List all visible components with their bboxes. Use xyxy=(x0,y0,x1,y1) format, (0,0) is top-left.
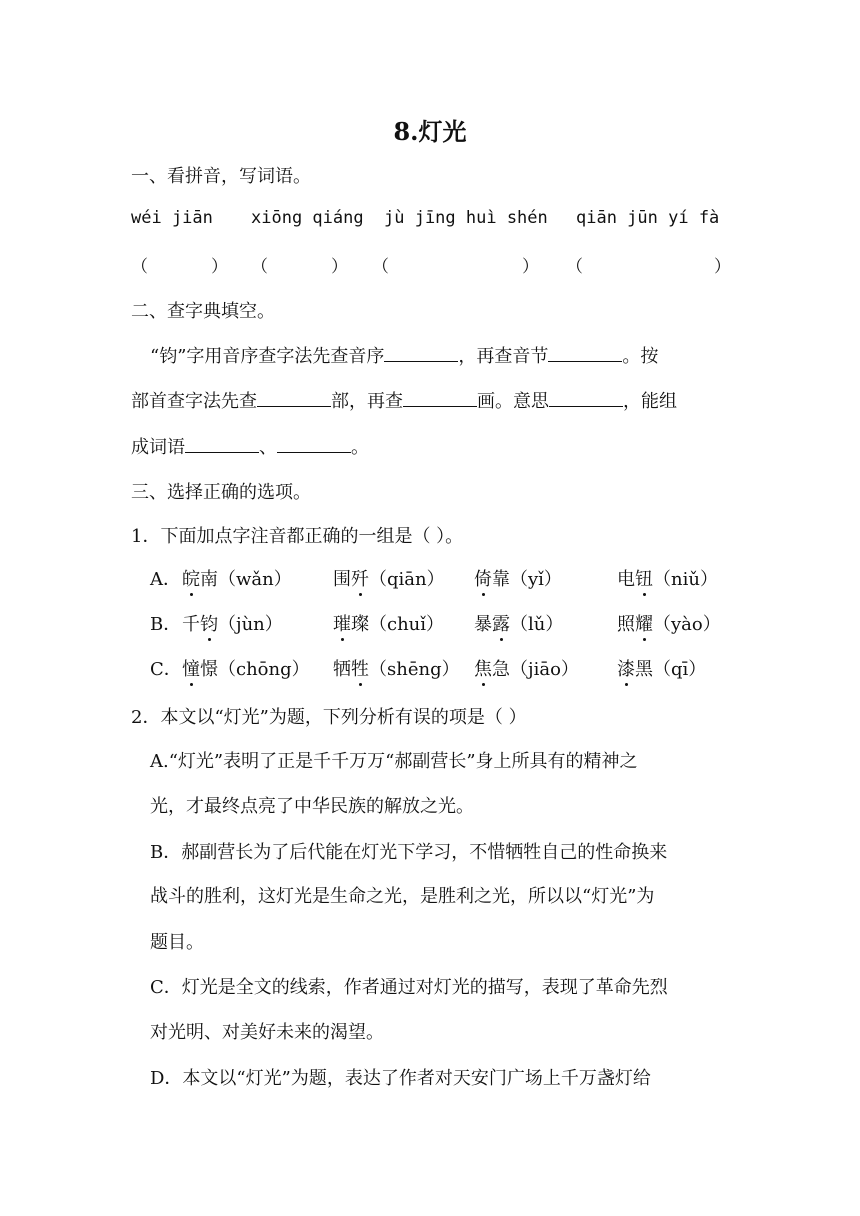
fill-blank[interactable] xyxy=(185,434,259,453)
q1-option-c-3: 焦急（jiāo） xyxy=(474,655,579,681)
q1-option-c-1: 憧憬（chōng） xyxy=(182,655,310,681)
fill-blank[interactable] xyxy=(257,388,331,407)
pinyin-4: qiān jūn yí fà xyxy=(576,208,720,228)
q2-option-a-line-1[interactable]: A.“灯光”表明了正是千千万万“郝副营长”身上所具有的精神之 xyxy=(150,751,638,772)
pinyin-3: jù jīng huì shén xyxy=(384,208,548,228)
q1-option-c-2: 牺牲（shēng） xyxy=(333,655,460,681)
q2-option-b-line-2: 战斗的胜利，这灯光是生命之光，是胜利之光，所以以“灯光”为 xyxy=(150,886,655,907)
q2-option-d-line-1[interactable]: D．本文以“灯光”为题，表达了作者对天安门广场上千万盏灯给 xyxy=(150,1068,651,1089)
q2-option-c-line-1[interactable]: C．灯光是全文的线索，作者通过对灯光的描写，表现了革命先烈 xyxy=(150,977,668,998)
q1-option-c-label[interactable]: C． xyxy=(150,659,182,680)
fill-blank[interactable] xyxy=(384,343,458,362)
q1-option-c-4: 漆黑（qī） xyxy=(617,655,706,681)
section-2-heading: 二、查字典填空。 xyxy=(131,301,275,322)
section-3-heading: 三、选择正确的选项。 xyxy=(131,482,311,503)
dictionary-line-1: “钧”字用音序查字法先查音序 ，再查音节 。按 xyxy=(150,342,658,368)
fill-blank[interactable] xyxy=(548,343,622,362)
q1-option-b-2: 璀璨（chuǐ） xyxy=(333,610,444,636)
q1-option-a-label[interactable]: A． xyxy=(150,569,181,590)
fill-blank[interactable] xyxy=(549,388,623,407)
q2-option-a-line-2: 光，才最终点亮了中华民族的解放之光。 xyxy=(150,796,474,817)
fill-blank[interactable] xyxy=(277,434,351,453)
dictionary-line-3: 成词语 、 。 xyxy=(131,433,369,459)
q1-option-b-label[interactable]: B． xyxy=(150,614,182,635)
pinyin-1: wéi jiān xyxy=(131,208,213,228)
q1-option-b-1: 千钧（jùn） xyxy=(182,610,283,636)
page-title: 8.灯光 xyxy=(393,117,467,146)
pinyin-2: xiōng qiáng xyxy=(251,208,364,228)
section-1-heading: 一、看拼音，写词语。 xyxy=(131,166,311,187)
q1-option-b-4: 照耀（yào） xyxy=(617,610,721,636)
fill-blank[interactable] xyxy=(403,388,477,407)
question-2-stem: 2．本文以“灯光”为题，下列分析有误的项是（ ） xyxy=(131,707,527,728)
q1-option-a-4: 电钮（niǔ） xyxy=(617,565,718,591)
q1-option-b-3: 暴露（lǔ） xyxy=(474,610,563,636)
q1-option-a-2: 围歼（qiān） xyxy=(333,565,445,591)
question-1-stem: 1．下面加点字注音都正确的一组是（ ）。 xyxy=(131,526,464,547)
dictionary-line-2: 部首查字法先查 部，再查 画。意思 ，能组 xyxy=(131,387,677,413)
q2-option-b-line-3: 题目。 xyxy=(150,932,204,953)
q1-option-a-1: 皖南（wǎn） xyxy=(182,565,292,591)
q2-option-c-line-2: 对光明、对美好未来的渴望。 xyxy=(150,1022,384,1043)
q2-option-b-line-1[interactable]: B．郝副营长为了后代能在灯光下学习，不惜牺牲自己的性命换来 xyxy=(150,842,668,863)
q1-option-a-3: 倚靠（yǐ） xyxy=(474,565,562,591)
